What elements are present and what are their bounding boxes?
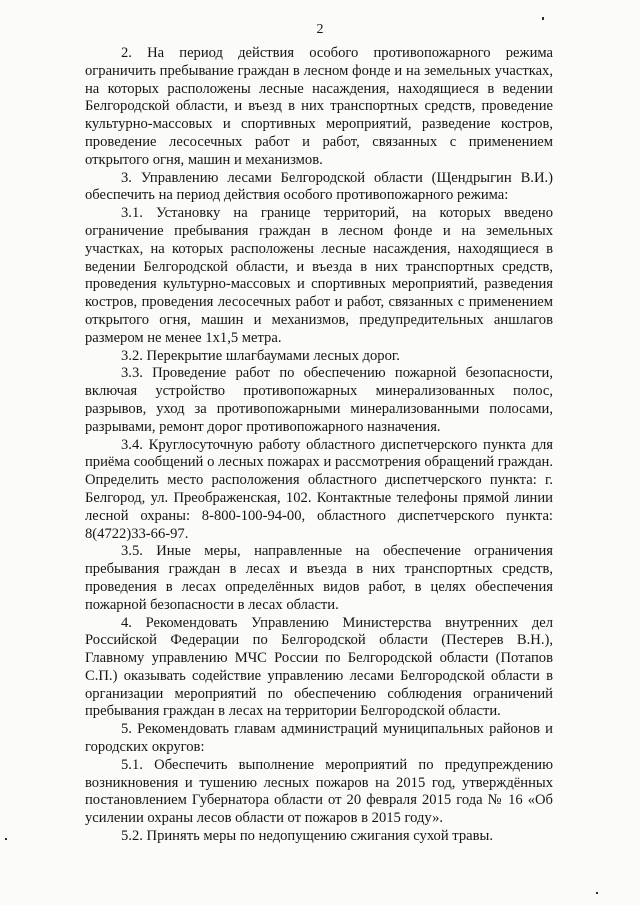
paragraph-3-4: 3.4. Круглосуточную работу областного диспетчерского пункта для приёма сообщений о лесных пожарах и рассмотрения обращений граждан. Определить место расположения областного диспетчерского пункта: г. Белгород, ул. Преображенская, 102. Контактные телефоны прямой линии лесной охраны: 8-800-100-94-00, областного диспетчерского пункта: 8(4722)33-66-97.	[85, 436, 553, 542]
scan-speck	[596, 892, 598, 894]
scan-speck	[542, 17, 544, 20]
page-number: 2	[316, 22, 324, 37]
paragraph-3: 3. Управлению лесами Белгородской области (Щендрыгин В.И.) обеспечить на период действия особого противопожарного режима:	[85, 169, 553, 204]
paragraph-4: 4. Рекомендовать Управлению Министерства внутренних дел Российской Федерации по Белгородской области (Пестерев В.Н.), Главному управлению МЧС России по Белгородской области (Потапов С.П.) оказывать содействие управлению лесами Белгородской области в организации мероприятий по обеспечению соблюдения ограничений пребывания граждан в лесах на территории Белгородской области.	[85, 614, 553, 720]
paragraph-3-3: 3.3. Проведение работ по обеспечению пожарной безопасности, включая устройство противопожарных минерализованных полос, разрывов, уход за противопожарными минерализованными полосами, разрывами, ремонт дорог противопожарного назначения.	[85, 365, 553, 435]
paragraph-5-1: 5.1. Обеспечить выполнение мероприятий по предупреждению возникновения и тушению лесных пожаров на 2015 год, утверждённых постановлением Губернатора области от 20 февраля 2015 года № 16 «Об усилении охраны лесов области от пожаров в 2015 году».	[85, 756, 553, 827]
paragraph-3-5: 3.5. Иные меры, направленные на обеспечение ограничения пребывания граждан в лесах и въезда в них транспортных средств, проведения в лесах определённых видов работ, в целях обеспечения пожарной безопасности в лесах области.	[85, 543, 553, 613]
document-body	[85, 45, 553, 846]
scan-speck	[5, 838, 7, 840]
paragraph-3-2: 3.2. Перекрытие шлагбаумами лесных дорог.	[121, 347, 400, 364]
paragraph-3-1: 3.1. Установку на границе территорий, на которых введено ограничение пребывания граждан в лесном фонде и на земельных участках, на которых расположены лесные насаждения, находящиеся в ведении Белгородской области, и въезда в них транспортных средств, проведения культурно-массовых и спортивных мероприятий, разведения костров, проведения лесосечных работ и работ, связанных с применением открытого огня, машин и механизмов, предупредительных аншлагов размером не менее 1х1,5 метра.	[85, 205, 553, 346]
paragraph-5-2: 5.2. Принять меры по недопущению сжигания сухой травы.	[121, 828, 493, 845]
paragraph-5: 5. Рекомендовать главам администраций муниципальных районов и городских округов:	[85, 721, 553, 756]
paragraph-2: 2. На период действия особого противопожарного режима ограничить пребывание граждан в лесном фонде и на земельных участках, на которых расположены лесные насаждения, находящиеся в ведении Белгородской области, и въезд в них транспортных средств, проведение культурно-массовых и спортивных мероприятий, разведение костров, проведение лесосечных работ и работ, связанных с применением открытого огня, машин и механизмов.	[85, 45, 553, 168]
